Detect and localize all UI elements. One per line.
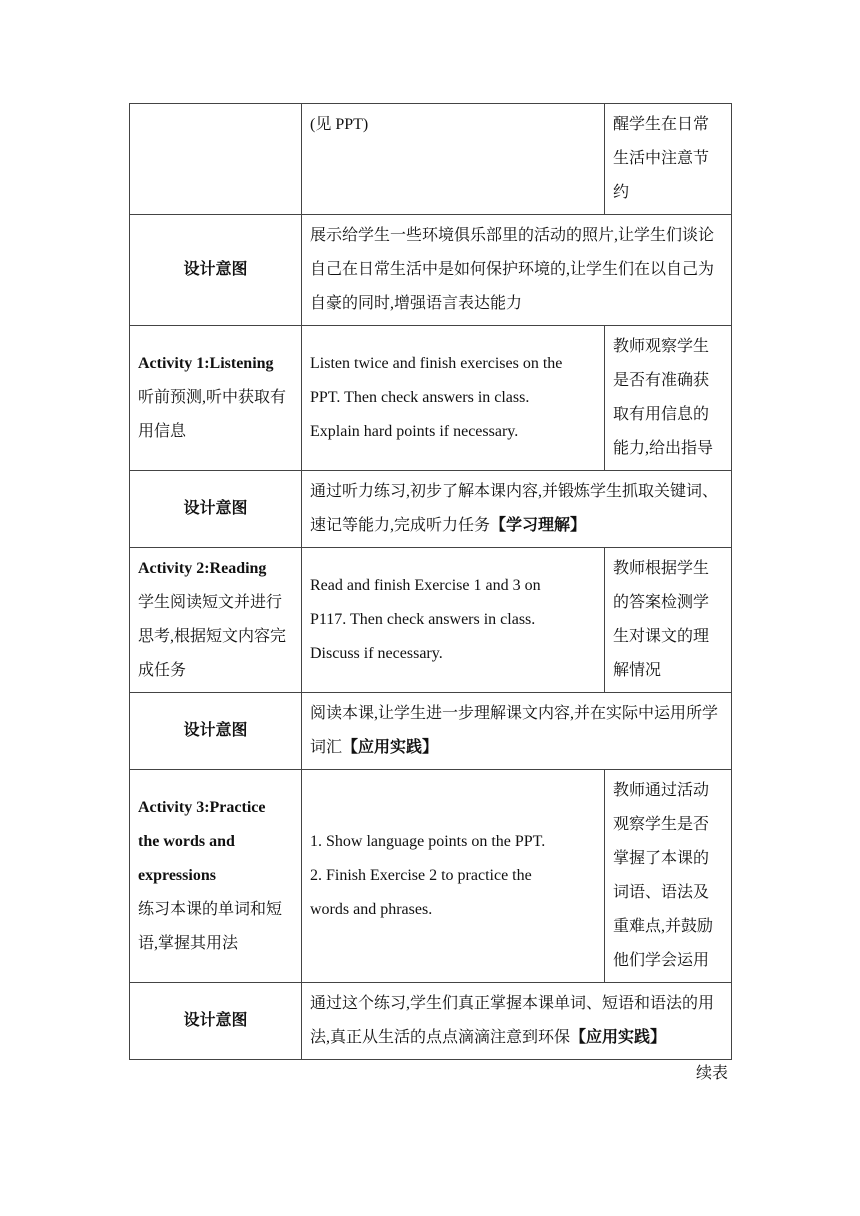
- table-row: [130, 104, 732, 215]
- design-intent-cell: [302, 983, 732, 1060]
- activity-subtitle: 听前预测,听中获取有用信息: [138, 389, 287, 440]
- design-intent-label: 设计意图: [130, 215, 302, 326]
- activity-subtitle: 练习本课的单词和短语,掌握其用法: [138, 901, 283, 952]
- activity-subtitle: 学生阅读短文并进行思考,根据短文内容完成任务: [138, 594, 287, 679]
- competency-tag: 【应用实践】: [570, 1029, 667, 1046]
- procedure-line: Read and finish Exercise 1 and 3 on: [310, 577, 541, 594]
- table-row: [130, 983, 732, 1060]
- procedure-cell: [302, 104, 605, 215]
- procedure-text: (见 PPT): [310, 116, 369, 133]
- note-cell: [605, 770, 732, 983]
- activity-title-line: the words and: [138, 833, 235, 850]
- design-intent-cell: [302, 471, 732, 548]
- activity-title: Activity 1:Listening: [138, 355, 274, 372]
- lesson-plan-table: [129, 103, 732, 1060]
- procedure-line: 1. Show language points on the PPT.: [310, 833, 546, 850]
- activity-title-line: expressions: [138, 867, 216, 884]
- empty-cell: [130, 104, 302, 215]
- table-row: [130, 471, 732, 548]
- procedure-cell: [302, 326, 605, 471]
- procedure-line: PPT. Then check answers in class.: [310, 389, 530, 406]
- note-cell: [605, 326, 732, 471]
- procedure-line: P117. Then check answers in class.: [310, 611, 536, 628]
- procedure-line: 2. Finish Exercise 2 to practice the: [310, 867, 532, 884]
- design-intent-text: 通过这个练习,学生们真正掌握本课单词、短语和语法的用法,真正从生活的点点滴滴注意到环保: [310, 995, 715, 1046]
- table-row: [130, 326, 732, 471]
- procedure-cell: [302, 548, 605, 693]
- continued-label: 续表: [696, 1065, 729, 1082]
- design-intent-text: 展示给学生一些环境俱乐部里的活动的照片,让学生们谈论自己在日常生活中是如何保护环境的,让学生们在以自己为自豪的同时,增强语言表达能力: [302, 215, 732, 326]
- note-text: 教师通过活动观察学生是否掌握了本课的词语、语法及重难点,并鼓励他们学会运用: [613, 782, 714, 969]
- design-intent-cell: [302, 693, 732, 770]
- note-cell: [605, 104, 732, 215]
- activity-title: Activity 2:Reading: [138, 560, 267, 577]
- note-text: 醒学生在日常生活中注意节约: [613, 116, 710, 201]
- procedure-line: Explain hard points if necessary.: [310, 423, 519, 440]
- competency-tag: 【应用实践】: [342, 739, 439, 756]
- activity-cell: [130, 770, 302, 983]
- competency-tag: 【学习理解】: [490, 517, 587, 534]
- activity-cell: [130, 326, 302, 471]
- activity-cell: [130, 548, 302, 693]
- table-row: [130, 215, 732, 326]
- procedure-line: words and phrases.: [310, 901, 433, 918]
- design-intent-label: 设计意图: [130, 983, 302, 1060]
- table-row: [130, 770, 732, 983]
- activity-title-line: Activity 3:Practice: [138, 799, 266, 816]
- procedure-cell: [302, 770, 605, 983]
- design-intent-label: 设计意图: [130, 471, 302, 548]
- procedure-line: Discuss if necessary.: [310, 645, 443, 662]
- design-intent-text: 阅读本课,让学生进一步理解课文内容,并在实际中运用所学词汇: [310, 705, 719, 756]
- table-row: [130, 693, 732, 770]
- procedure-line: Listen twice and finish exercises on the: [310, 355, 563, 372]
- table-row: [130, 548, 732, 693]
- design-intent-label: 设计意图: [130, 693, 302, 770]
- design-intent-text: 通过听力练习,初步了解本课内容,并锻炼学生抓取关键词、速记等能力,完成听力任务: [310, 483, 719, 534]
- note-text: 教师观察学生是否有准确获取有用信息的能力,给出指导: [613, 338, 714, 457]
- note-cell: [605, 548, 732, 693]
- note-text: 教师根据学生的答案检测学生对课文的理解情况: [613, 560, 710, 679]
